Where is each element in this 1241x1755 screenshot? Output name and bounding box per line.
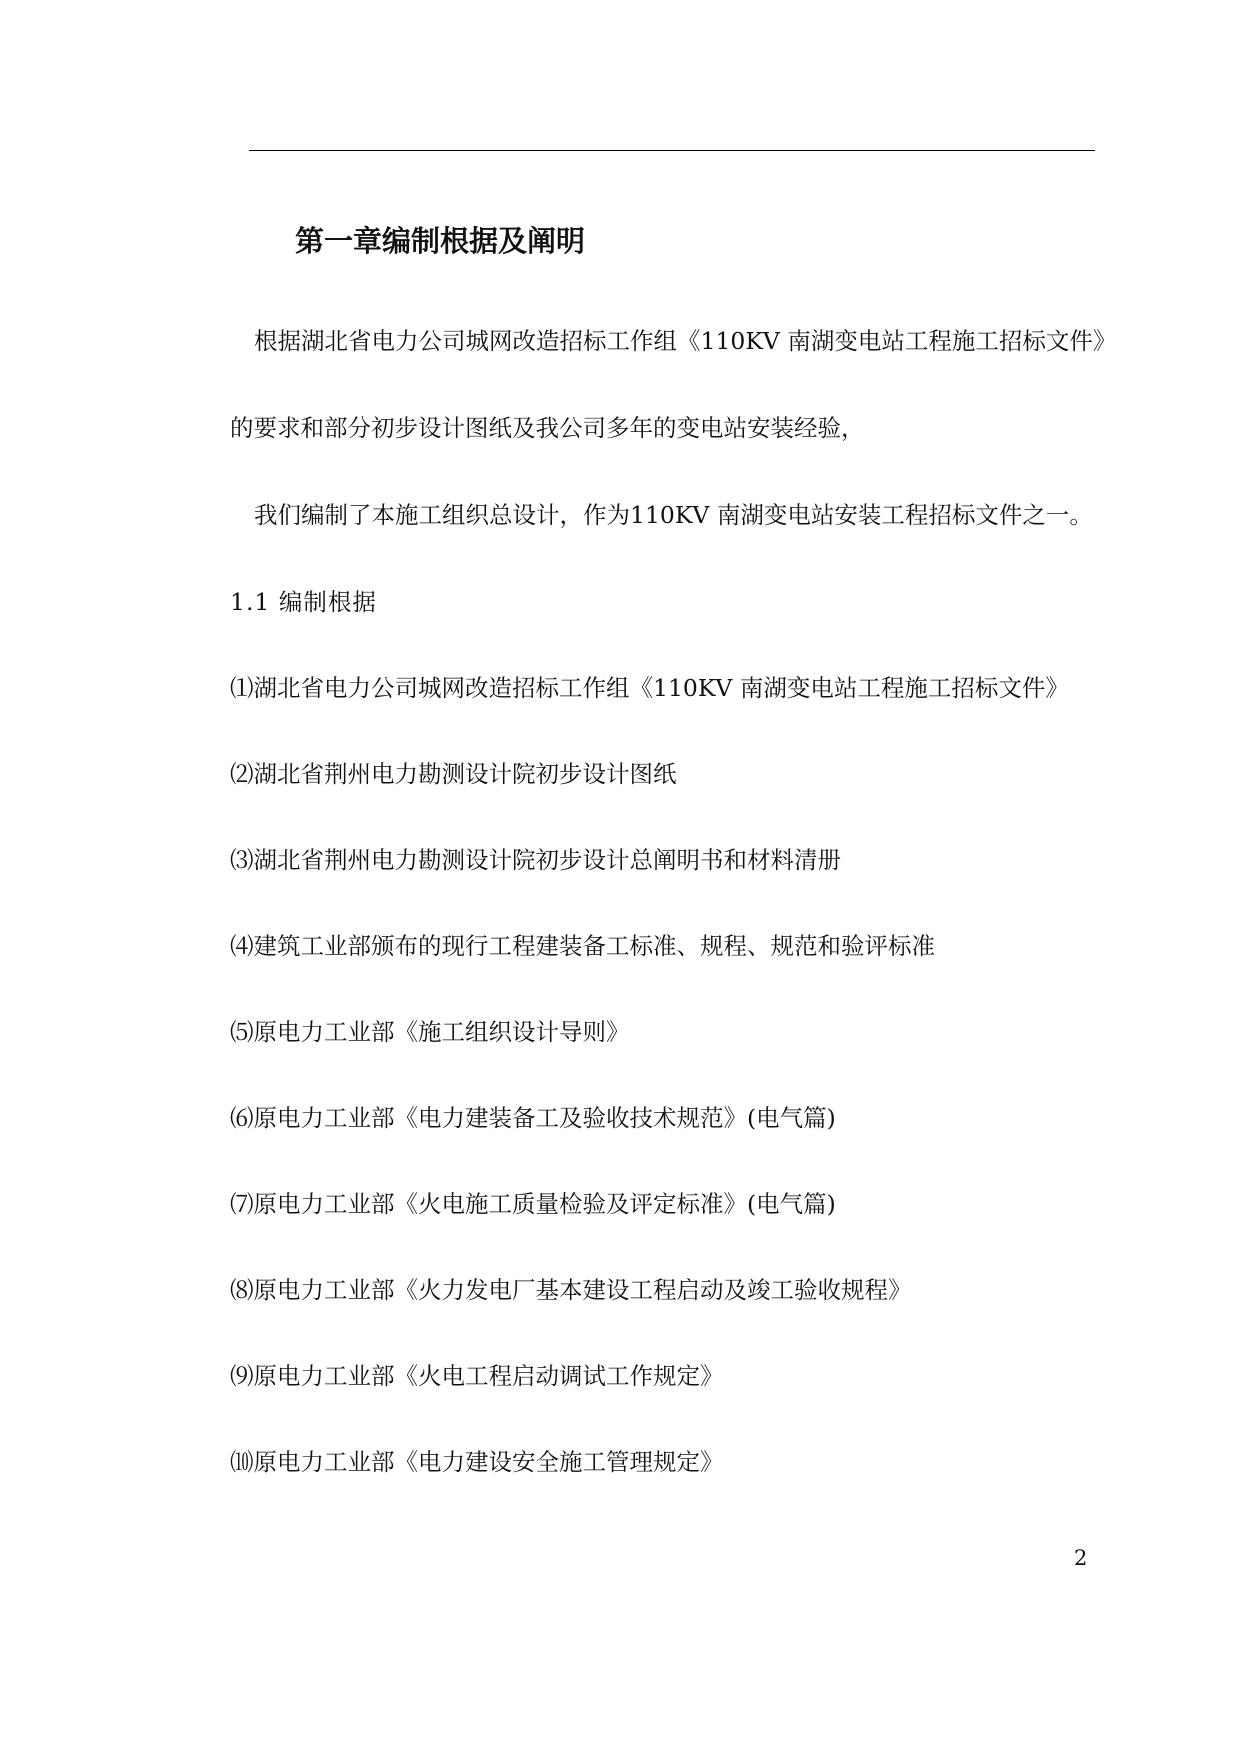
list-item: ⑸原电力工业部《施工组织设计导则》 <box>230 1018 630 1046</box>
page-number: 2 <box>1074 1546 1088 1570</box>
list-item: ⑽原电力工业部《电力建设安全施工管理规定》 <box>230 1448 724 1476</box>
list-item: ⑴湖北省电力公司城网改造招标工作组《110KV 南湖变电站工程施工招标文件》 <box>230 674 1069 702</box>
intro-paragraph-line-2: 的要求和部分初步设计图纸及我公司多年的变电站安装经验， <box>230 414 865 442</box>
list-item: ⑼原电力工业部《火电工程启动调试工作规定》 <box>230 1362 724 1390</box>
list-item: ⑶湖北省荆州电力勘测设计院初步设计总阐明书和材料清册 <box>230 846 841 874</box>
list-item: ⑷建筑工业部颁布的现行工程建装备工标准、规程、规范和验评标准 <box>230 932 935 960</box>
list-item: ⑹原电力工业部《电力建装备工及验收技术规范》(电气篇) <box>230 1104 836 1132</box>
intro-paragraph-line-1: 根据湖北省电力公司城网改造招标工作组《110KV 南湖变电站工程施工招标文件》 <box>254 327 1117 355</box>
intro-paragraph-line-3: 我们编制了本施工组织总设计，作为110KV 南湖变电站安装工程招标文件之一。 <box>254 501 1093 529</box>
list-item: ⑻原电力工业部《火力发电厂基本建设工程启动及竣工验收规程》 <box>230 1276 912 1304</box>
header-rule <box>249 150 1095 151</box>
list-item: ⑺原电力工业部《火电施工质量检验及评定标准》(电气篇) <box>230 1190 836 1218</box>
list-item: ⑵湖北省荆州电力勘测设计院初步设计图纸 <box>230 760 677 788</box>
section-heading: 1.1 编制根据 <box>230 588 377 616</box>
chapter-title: 第一章编制根据及阐明 <box>295 224 586 258</box>
